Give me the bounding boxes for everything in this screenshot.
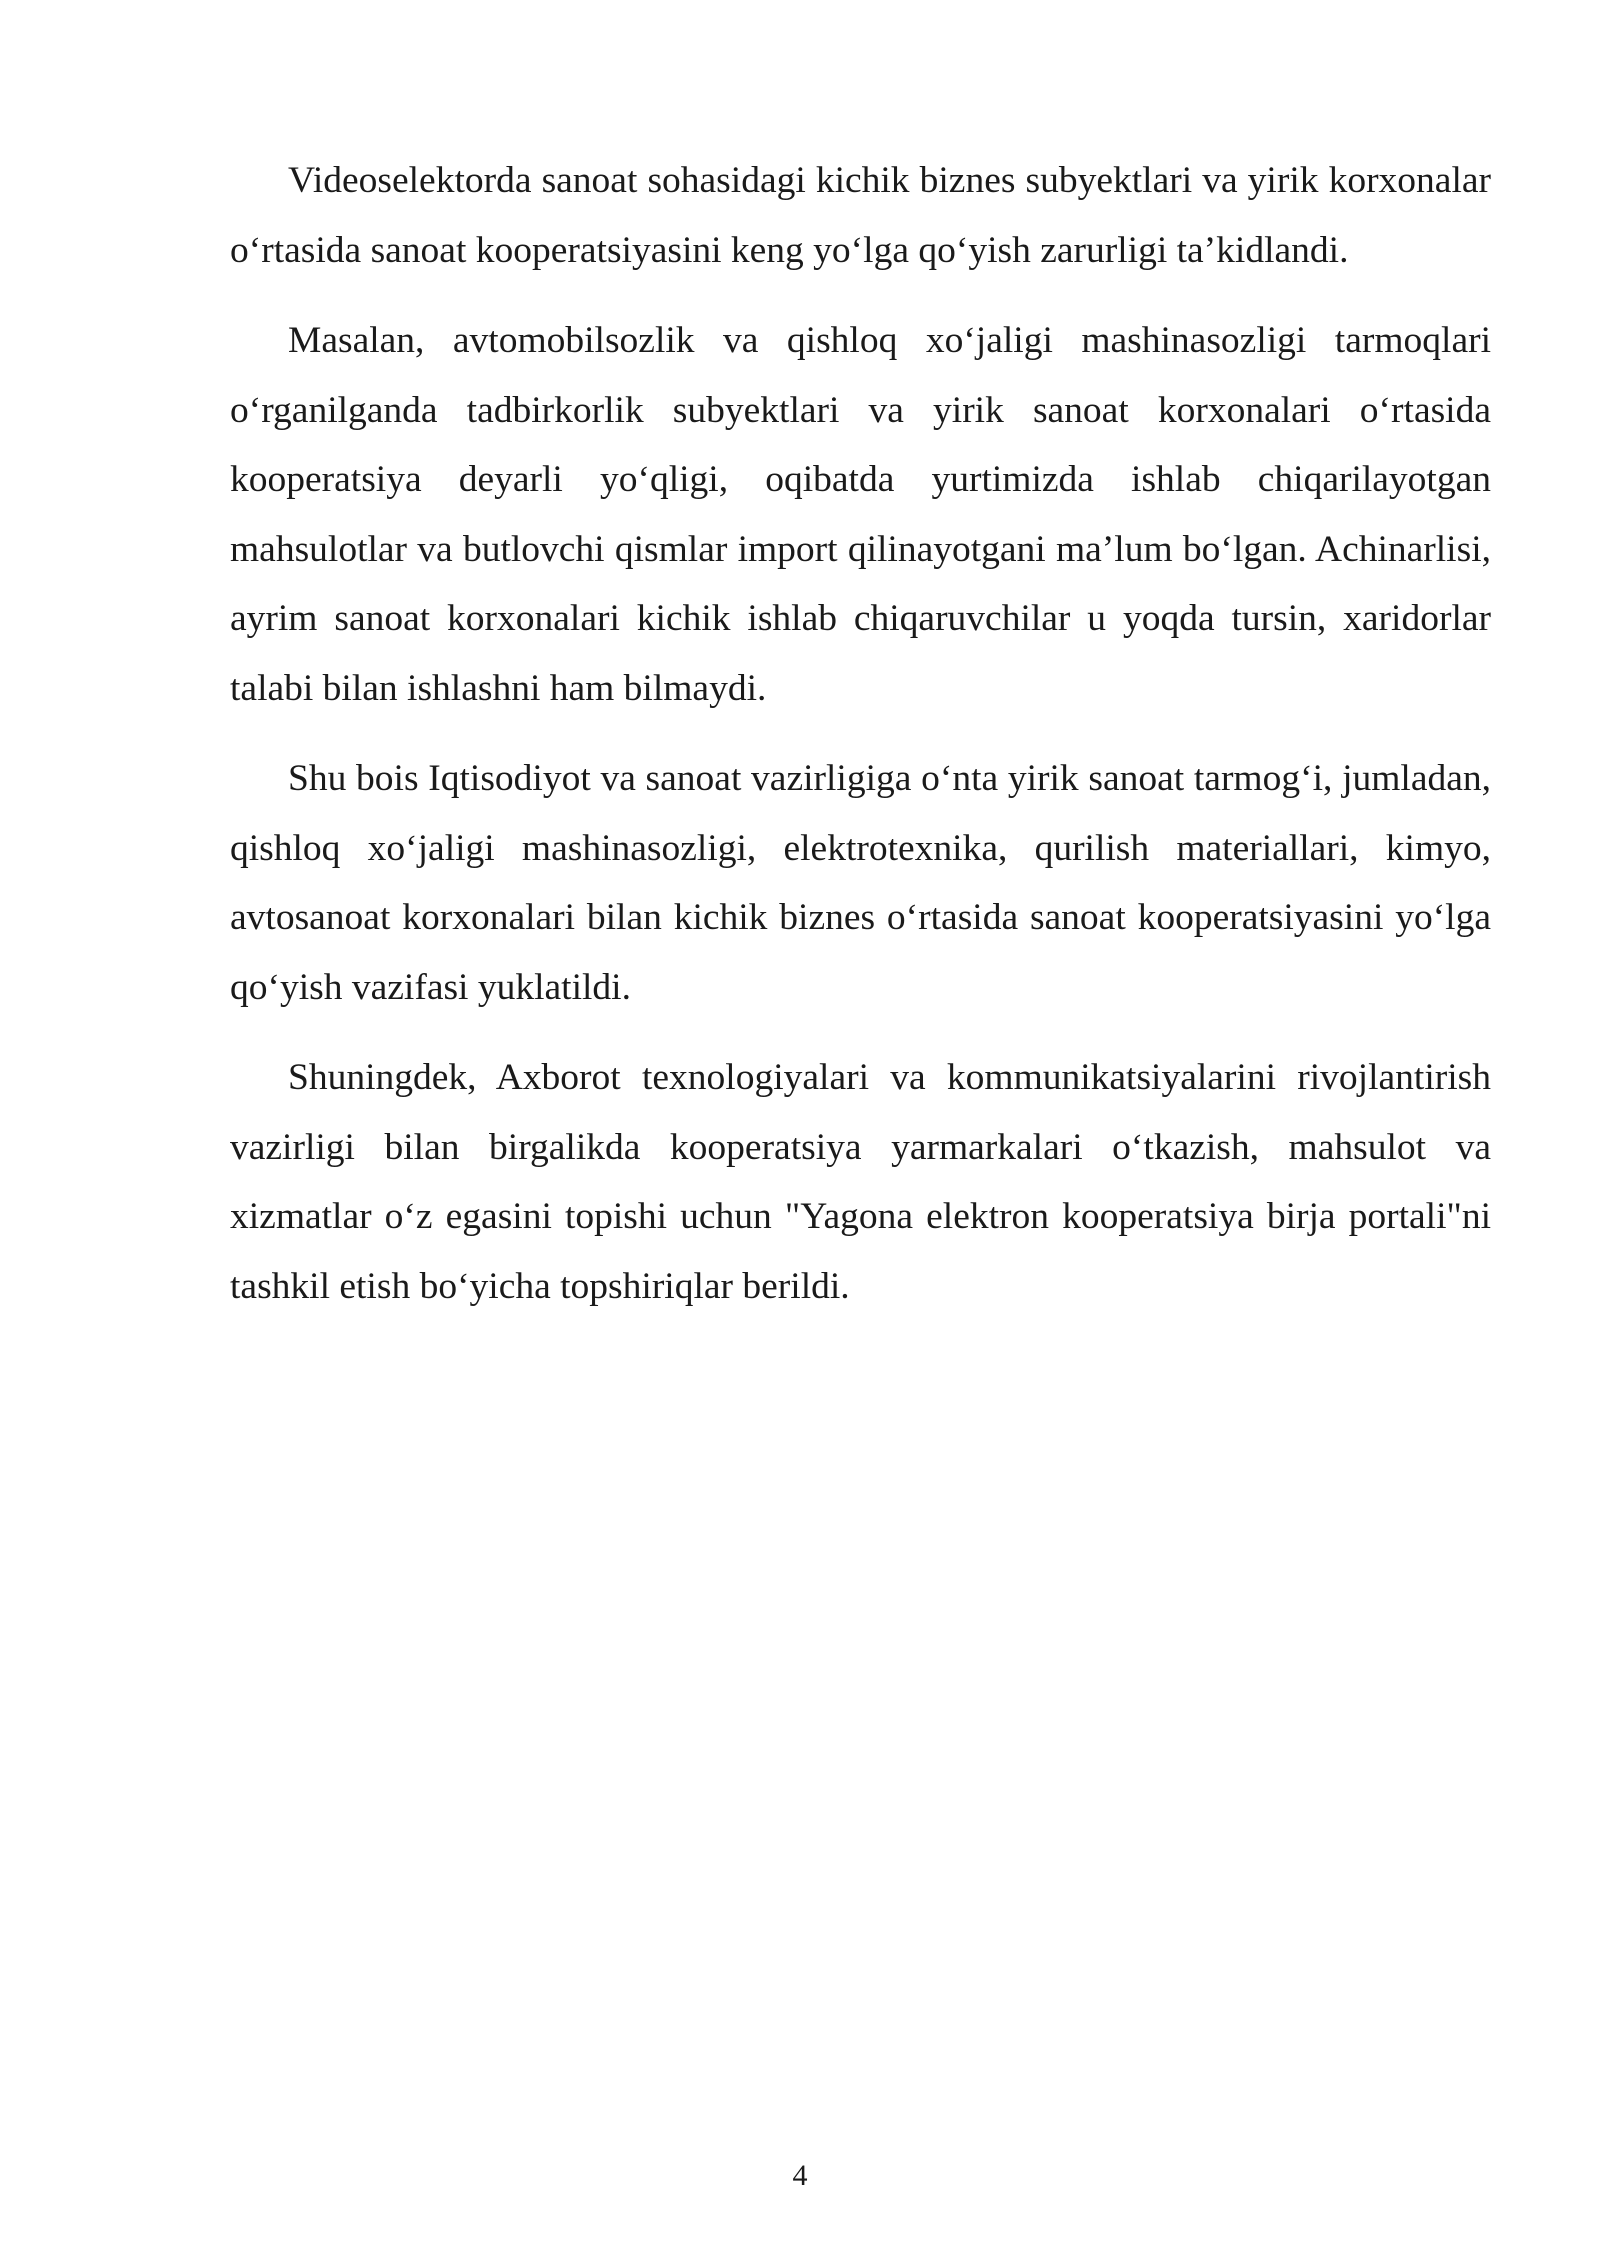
paragraph-3: Shu bois Iqtisodiyot va sanoat vazirligiga o‘nta yirik sanoat tarmog‘i, jumladan, qishloq xo‘jaligi mashinasozligi, elektrotexnika, qurilish materiallari, kimyo, avtosanoat korxonalari bilan kichik biznes o‘rtasida sanoat kooperatsiyasini yo‘lga qo‘yish vazifasi yuklatildi. [230,758,1491,1008]
page-number: 4 [792,2159,808,2192]
paragraph-1: Videoselektorda sanoat sohasidagi kichik biznes subyektlari va yirik korxonalar o‘rtasida sanoat kooperatsiyasini keng yo‘lga qo‘yish zarurligi ta’kidlandi. [230,160,1491,271]
document-body [230,146,1491,1342]
paragraph-4: Shuningdek, Axborot texnologiyalari va kommunikatsiyalarini rivojlantirish vazirligi bilan birgalikda kooperatsiya yarmarkalari o‘tkazish, mahsulot va xizmatlar o‘z egasini topishi uchun "Yagona elektron kooperatsiya birja portali"ni tashkil etish bo‘yicha topshiriqlar berildi. [230,1057,1491,1307]
paragraph-2: Masalan, avtomobilsozlik va qishloq xo‘jaligi mashinasozligi tarmoqlari o‘rganilganda tadbirkorlik subyektlari va yirik sanoat korxonalari o‘rtasida kooperatsiya deyarli yo‘qligi, oqibatda yurtimizda ishlab chiqarilayotgan mahsulotlar va butlovchi qismlar import qilinayotgani ma’lum bo‘lgan. Achinarlisi, ayrim sanoat korxonalari kichik ishlab chiqaruvchilar u yoqda tursin, xaridorlar talabi bilan ishlashni ham bilmaydi. [230,320,1491,709]
